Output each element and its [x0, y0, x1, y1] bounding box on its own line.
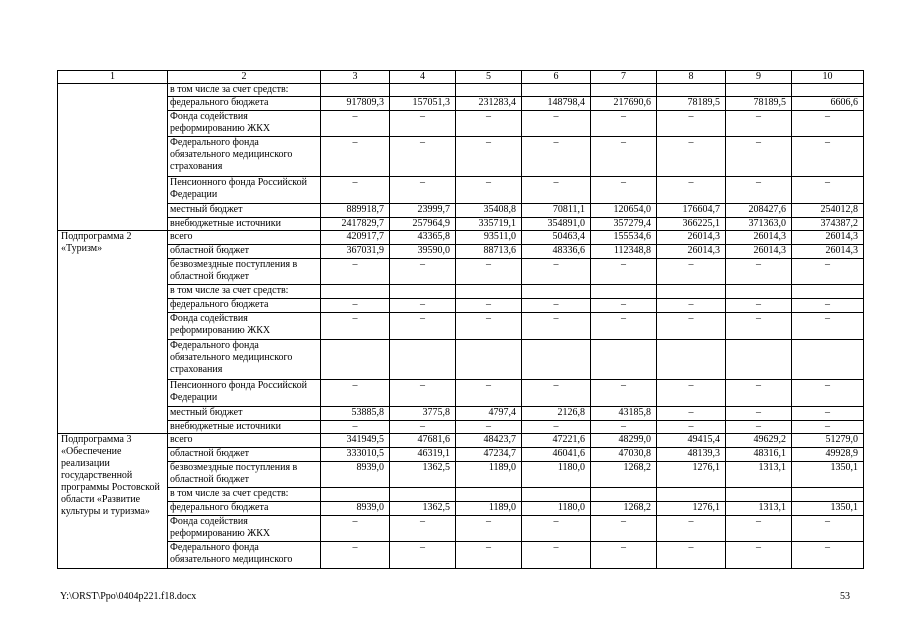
amount-cell: – [522, 380, 591, 407]
amount-cell: 49415,4 [657, 434, 726, 448]
amount-cell: – [591, 111, 657, 137]
funding-source-cell: Фонда содействия реформированию ЖКХ [168, 313, 321, 340]
amount-cell: 23999,7 [390, 204, 456, 218]
amount-cell: 1189,0 [456, 502, 522, 516]
funding-source-cell: Федерального фонда обязательного медицинского страхования [168, 137, 321, 177]
amount-cell: 254012,8 [792, 204, 864, 218]
header-row [58, 71, 864, 84]
amount-cell [657, 285, 726, 299]
amount-cell: – [456, 259, 522, 285]
amount-cell: 26014,3 [726, 231, 792, 245]
amount-cell: 26014,3 [792, 231, 864, 245]
program-name-cell [58, 84, 168, 231]
amount-cell: 93511,0 [456, 231, 522, 245]
amount-cell: – [657, 111, 726, 137]
amount-cell: 26014,3 [657, 231, 726, 245]
funding-source-cell: областной бюджет [168, 448, 321, 462]
amount-cell: – [522, 299, 591, 313]
column-header: 5 [456, 71, 522, 84]
amount-cell [321, 488, 390, 502]
amount-cell: 4797,4 [456, 407, 522, 421]
column-header: 3 [321, 71, 390, 84]
table-row [58, 285, 864, 299]
amount-cell: 217690,6 [591, 97, 657, 111]
funding-source-cell: безвозмездные поступления в областной бюджет [168, 259, 321, 285]
program-name-cell: Подпрограмма 3 «Обеспечение реализации государственной программы Ростовской области «Развитие культуры и туризма» [58, 434, 168, 569]
amount-cell: 176604,7 [657, 204, 726, 218]
amount-cell [321, 285, 390, 299]
amount-cell [591, 488, 657, 502]
table-row [58, 231, 864, 245]
amount-cell: 46041,6 [522, 448, 591, 462]
amount-cell: – [657, 380, 726, 407]
amount-cell: 26014,3 [792, 245, 864, 259]
amount-cell: – [321, 516, 390, 542]
amount-cell [792, 84, 864, 97]
funding-source-cell: всего [168, 434, 321, 448]
amount-cell: 917809,3 [321, 97, 390, 111]
table-row [58, 84, 864, 97]
amount-cell: – [657, 313, 726, 340]
amount-cell: – [522, 137, 591, 177]
funding-source-cell: Пенсионного фонда Российской Федерации [168, 380, 321, 407]
amount-cell: – [792, 177, 864, 204]
amount-cell: 47030,8 [591, 448, 657, 462]
amount-cell: 333010,5 [321, 448, 390, 462]
amount-cell: – [522, 177, 591, 204]
amount-cell [726, 285, 792, 299]
column-header: 1 [58, 71, 168, 84]
amount-cell: – [726, 313, 792, 340]
amount-cell: 1350,1 [792, 502, 864, 516]
amount-cell [522, 488, 591, 502]
amount-cell: 70811,1 [522, 204, 591, 218]
amount-cell [456, 285, 522, 299]
amount-cell: – [390, 177, 456, 204]
amount-cell: – [321, 299, 390, 313]
amount-cell: 1268,2 [591, 502, 657, 516]
amount-cell: – [456, 313, 522, 340]
amount-cell: – [456, 177, 522, 204]
amount-cell: 47221,6 [522, 434, 591, 448]
funding-source-cell: в том числе за счет средств: [168, 285, 321, 299]
amount-cell: 2417829,7 [321, 218, 390, 231]
amount-cell: – [792, 111, 864, 137]
amount-cell: 231283,4 [456, 97, 522, 111]
amount-cell: 48139,3 [657, 448, 726, 462]
amount-cell: – [591, 516, 657, 542]
amount-cell [321, 340, 390, 380]
amount-cell: – [726, 421, 792, 434]
amount-cell: – [726, 137, 792, 177]
amount-cell: 1180,0 [522, 462, 591, 488]
amount-cell: – [522, 421, 591, 434]
amount-cell [456, 340, 522, 380]
amount-cell [591, 340, 657, 380]
amount-cell: 1313,1 [726, 462, 792, 488]
amount-cell: – [591, 259, 657, 285]
funding-source-cell: местный бюджет [168, 204, 321, 218]
column-header: 2 [168, 71, 321, 84]
table-row [58, 259, 864, 285]
amount-cell: 1350,1 [792, 462, 864, 488]
table-row [58, 245, 864, 259]
table-row [58, 177, 864, 204]
amount-cell: – [456, 380, 522, 407]
amount-cell: – [657, 299, 726, 313]
funding-source-cell: Пенсионного фонда Российской Федерации [168, 177, 321, 204]
amount-cell: – [657, 137, 726, 177]
amount-cell: – [456, 137, 522, 177]
amount-cell [657, 84, 726, 97]
table-row [58, 299, 864, 313]
amount-cell: 148798,4 [522, 97, 591, 111]
amount-cell: 48423,7 [456, 434, 522, 448]
amount-cell: 120654,0 [591, 204, 657, 218]
amount-cell: 88713,6 [456, 245, 522, 259]
amount-cell: – [456, 299, 522, 313]
amount-cell: 49928,9 [792, 448, 864, 462]
amount-cell [591, 84, 657, 97]
table-row [58, 462, 864, 488]
amount-cell: 1362,5 [390, 462, 456, 488]
amount-cell: 1276,1 [657, 502, 726, 516]
amount-cell: – [321, 313, 390, 340]
amount-cell: – [792, 407, 864, 421]
amount-cell: 26014,3 [657, 245, 726, 259]
amount-cell: – [456, 421, 522, 434]
amount-cell: 2126,8 [522, 407, 591, 421]
amount-cell: – [390, 516, 456, 542]
amount-cell: – [321, 380, 390, 407]
amount-cell: 1313,1 [726, 502, 792, 516]
amount-cell: 366225,1 [657, 218, 726, 231]
amount-cell: – [591, 137, 657, 177]
amount-cell: 157051,3 [390, 97, 456, 111]
amount-cell: – [522, 259, 591, 285]
amount-cell: 8939,0 [321, 502, 390, 516]
amount-cell [522, 285, 591, 299]
amount-cell: 6606,6 [792, 97, 864, 111]
amount-cell [390, 340, 456, 380]
amount-cell: 8939,0 [321, 462, 390, 488]
amount-cell: – [456, 516, 522, 542]
table-row [58, 542, 864, 569]
amount-cell [726, 84, 792, 97]
funding-source-cell: всего [168, 231, 321, 245]
amount-cell: – [321, 421, 390, 434]
amount-cell: 341949,5 [321, 434, 390, 448]
amount-cell: – [726, 407, 792, 421]
amount-cell [456, 84, 522, 97]
amount-cell: 43365,8 [390, 231, 456, 245]
table-row [58, 111, 864, 137]
amount-cell: 49629,2 [726, 434, 792, 448]
amount-cell [792, 340, 864, 380]
amount-cell: 48299,0 [591, 434, 657, 448]
funding-source-cell: федерального бюджета [168, 97, 321, 111]
program-name-cell: Подпрограмма 2 «Туризм» [58, 231, 168, 434]
table-row [58, 340, 864, 380]
amount-cell: – [390, 111, 456, 137]
table-row [58, 434, 864, 448]
amount-cell: 47681,6 [390, 434, 456, 448]
column-header: 9 [726, 71, 792, 84]
funding-source-cell: областной бюджет [168, 245, 321, 259]
amount-cell: – [657, 407, 726, 421]
table-row [58, 502, 864, 516]
amount-cell: 335719,1 [456, 218, 522, 231]
amount-cell: 1268,2 [591, 462, 657, 488]
footer-file-path: Y:\ORST\Ppo\0404p221.f18.docx [60, 591, 197, 602]
amount-cell: – [726, 299, 792, 313]
funding-source-cell: местный бюджет [168, 407, 321, 421]
amount-cell: – [390, 299, 456, 313]
amount-cell: 39590,0 [390, 245, 456, 259]
amount-cell: 357279,4 [591, 218, 657, 231]
amount-cell: – [321, 259, 390, 285]
table-row [58, 488, 864, 502]
amount-cell [456, 488, 522, 502]
funding-source-cell: Фонда содействия реформированию ЖКХ [168, 516, 321, 542]
funding-source-cell: федерального бюджета [168, 502, 321, 516]
table-row [58, 448, 864, 462]
amount-cell: 1362,5 [390, 502, 456, 516]
amount-cell: 1276,1 [657, 462, 726, 488]
funding-source-cell: федерального бюджета [168, 299, 321, 313]
amount-cell [321, 84, 390, 97]
funding-source-cell: Фонда содействия реформированию ЖКХ [168, 111, 321, 137]
amount-cell: 1189,0 [456, 462, 522, 488]
amount-cell: 374387,2 [792, 218, 864, 231]
amount-cell: – [591, 177, 657, 204]
funding-source-cell: Федерального фонда обязательного медицинского [168, 542, 321, 569]
amount-cell: – [792, 313, 864, 340]
amount-cell: – [591, 299, 657, 313]
amount-cell: 78189,5 [657, 97, 726, 111]
amount-cell: – [390, 380, 456, 407]
amount-cell: – [321, 137, 390, 177]
amount-cell: 3775,8 [390, 407, 456, 421]
amount-cell: – [321, 111, 390, 137]
funding-source-cell: в том числе за счет средств: [168, 84, 321, 97]
funding-source-cell: в том числе за счет средств: [168, 488, 321, 502]
table-row [58, 313, 864, 340]
amount-cell: 35408,8 [456, 204, 522, 218]
amount-cell: – [792, 299, 864, 313]
amount-cell [390, 488, 456, 502]
table-row [58, 421, 864, 434]
amount-cell: – [591, 380, 657, 407]
amount-cell: – [456, 111, 522, 137]
amount-cell [522, 340, 591, 380]
column-header: 10 [792, 71, 864, 84]
amount-cell: 51279,0 [792, 434, 864, 448]
table-row [58, 218, 864, 231]
amount-cell: 155534,6 [591, 231, 657, 245]
amount-cell: – [390, 542, 456, 569]
budget-table [57, 70, 864, 569]
amount-cell: 257964,9 [390, 218, 456, 231]
column-header: 7 [591, 71, 657, 84]
amount-cell: – [792, 542, 864, 569]
funding-source-cell: Федерального фонда обязательного медицинского страхования [168, 340, 321, 380]
amount-cell: 26014,3 [726, 245, 792, 259]
amount-cell: – [657, 421, 726, 434]
amount-cell: 53885,8 [321, 407, 390, 421]
amount-cell [390, 285, 456, 299]
amount-cell: 112348,8 [591, 245, 657, 259]
amount-cell [726, 488, 792, 502]
amount-cell: – [390, 421, 456, 434]
amount-cell: – [657, 177, 726, 204]
table-row [58, 97, 864, 111]
amount-cell: 1180,0 [522, 502, 591, 516]
page-number: 53 [840, 591, 850, 602]
amount-cell: – [726, 542, 792, 569]
amount-cell: 50463,4 [522, 231, 591, 245]
amount-cell: 354891,0 [522, 218, 591, 231]
amount-cell: – [792, 380, 864, 407]
amount-cell: – [522, 542, 591, 569]
amount-cell: 43185,8 [591, 407, 657, 421]
amount-cell: – [726, 111, 792, 137]
funding-source-cell: безвозмездные поступления в областной бюджет [168, 462, 321, 488]
amount-cell: – [390, 313, 456, 340]
amount-cell: – [591, 421, 657, 434]
amount-cell [657, 488, 726, 502]
amount-cell: – [792, 516, 864, 542]
amount-cell: 208427,6 [726, 204, 792, 218]
table-row [58, 204, 864, 218]
amount-cell: – [522, 313, 591, 340]
amount-cell: 46319,1 [390, 448, 456, 462]
amount-cell: 371363,0 [726, 218, 792, 231]
amount-cell: – [792, 421, 864, 434]
funding-source-cell: внебюджетные источники [168, 421, 321, 434]
amount-cell: 48316,1 [726, 448, 792, 462]
amount-cell: – [726, 177, 792, 204]
table-row [58, 407, 864, 421]
amount-cell: – [792, 259, 864, 285]
amount-cell: – [726, 516, 792, 542]
amount-cell: 48336,6 [522, 245, 591, 259]
funding-source-cell: внебюджетные источники [168, 218, 321, 231]
amount-cell: 420917,7 [321, 231, 390, 245]
amount-cell [726, 340, 792, 380]
amount-cell [390, 84, 456, 97]
amount-cell: – [591, 542, 657, 569]
table-row [58, 516, 864, 542]
amount-cell: – [321, 177, 390, 204]
amount-cell: – [522, 111, 591, 137]
amount-cell: – [657, 516, 726, 542]
amount-cell: 78189,5 [726, 97, 792, 111]
column-header: 6 [522, 71, 591, 84]
amount-cell: – [591, 313, 657, 340]
amount-cell: – [657, 259, 726, 285]
amount-cell: 47234,7 [456, 448, 522, 462]
table-row [58, 137, 864, 177]
amount-cell [522, 84, 591, 97]
amount-cell [591, 285, 657, 299]
amount-cell: – [657, 542, 726, 569]
amount-cell: – [390, 259, 456, 285]
amount-cell: 367031,9 [321, 245, 390, 259]
amount-cell: – [726, 259, 792, 285]
column-header: 8 [657, 71, 726, 84]
amount-cell [792, 285, 864, 299]
amount-cell: 889918,7 [321, 204, 390, 218]
amount-cell [792, 488, 864, 502]
table-row [58, 380, 864, 407]
amount-cell: – [456, 542, 522, 569]
amount-cell: – [321, 542, 390, 569]
amount-cell [657, 340, 726, 380]
amount-cell: – [522, 516, 591, 542]
column-header: 4 [390, 71, 456, 84]
amount-cell: – [792, 137, 864, 177]
amount-cell: – [390, 137, 456, 177]
amount-cell: – [726, 380, 792, 407]
